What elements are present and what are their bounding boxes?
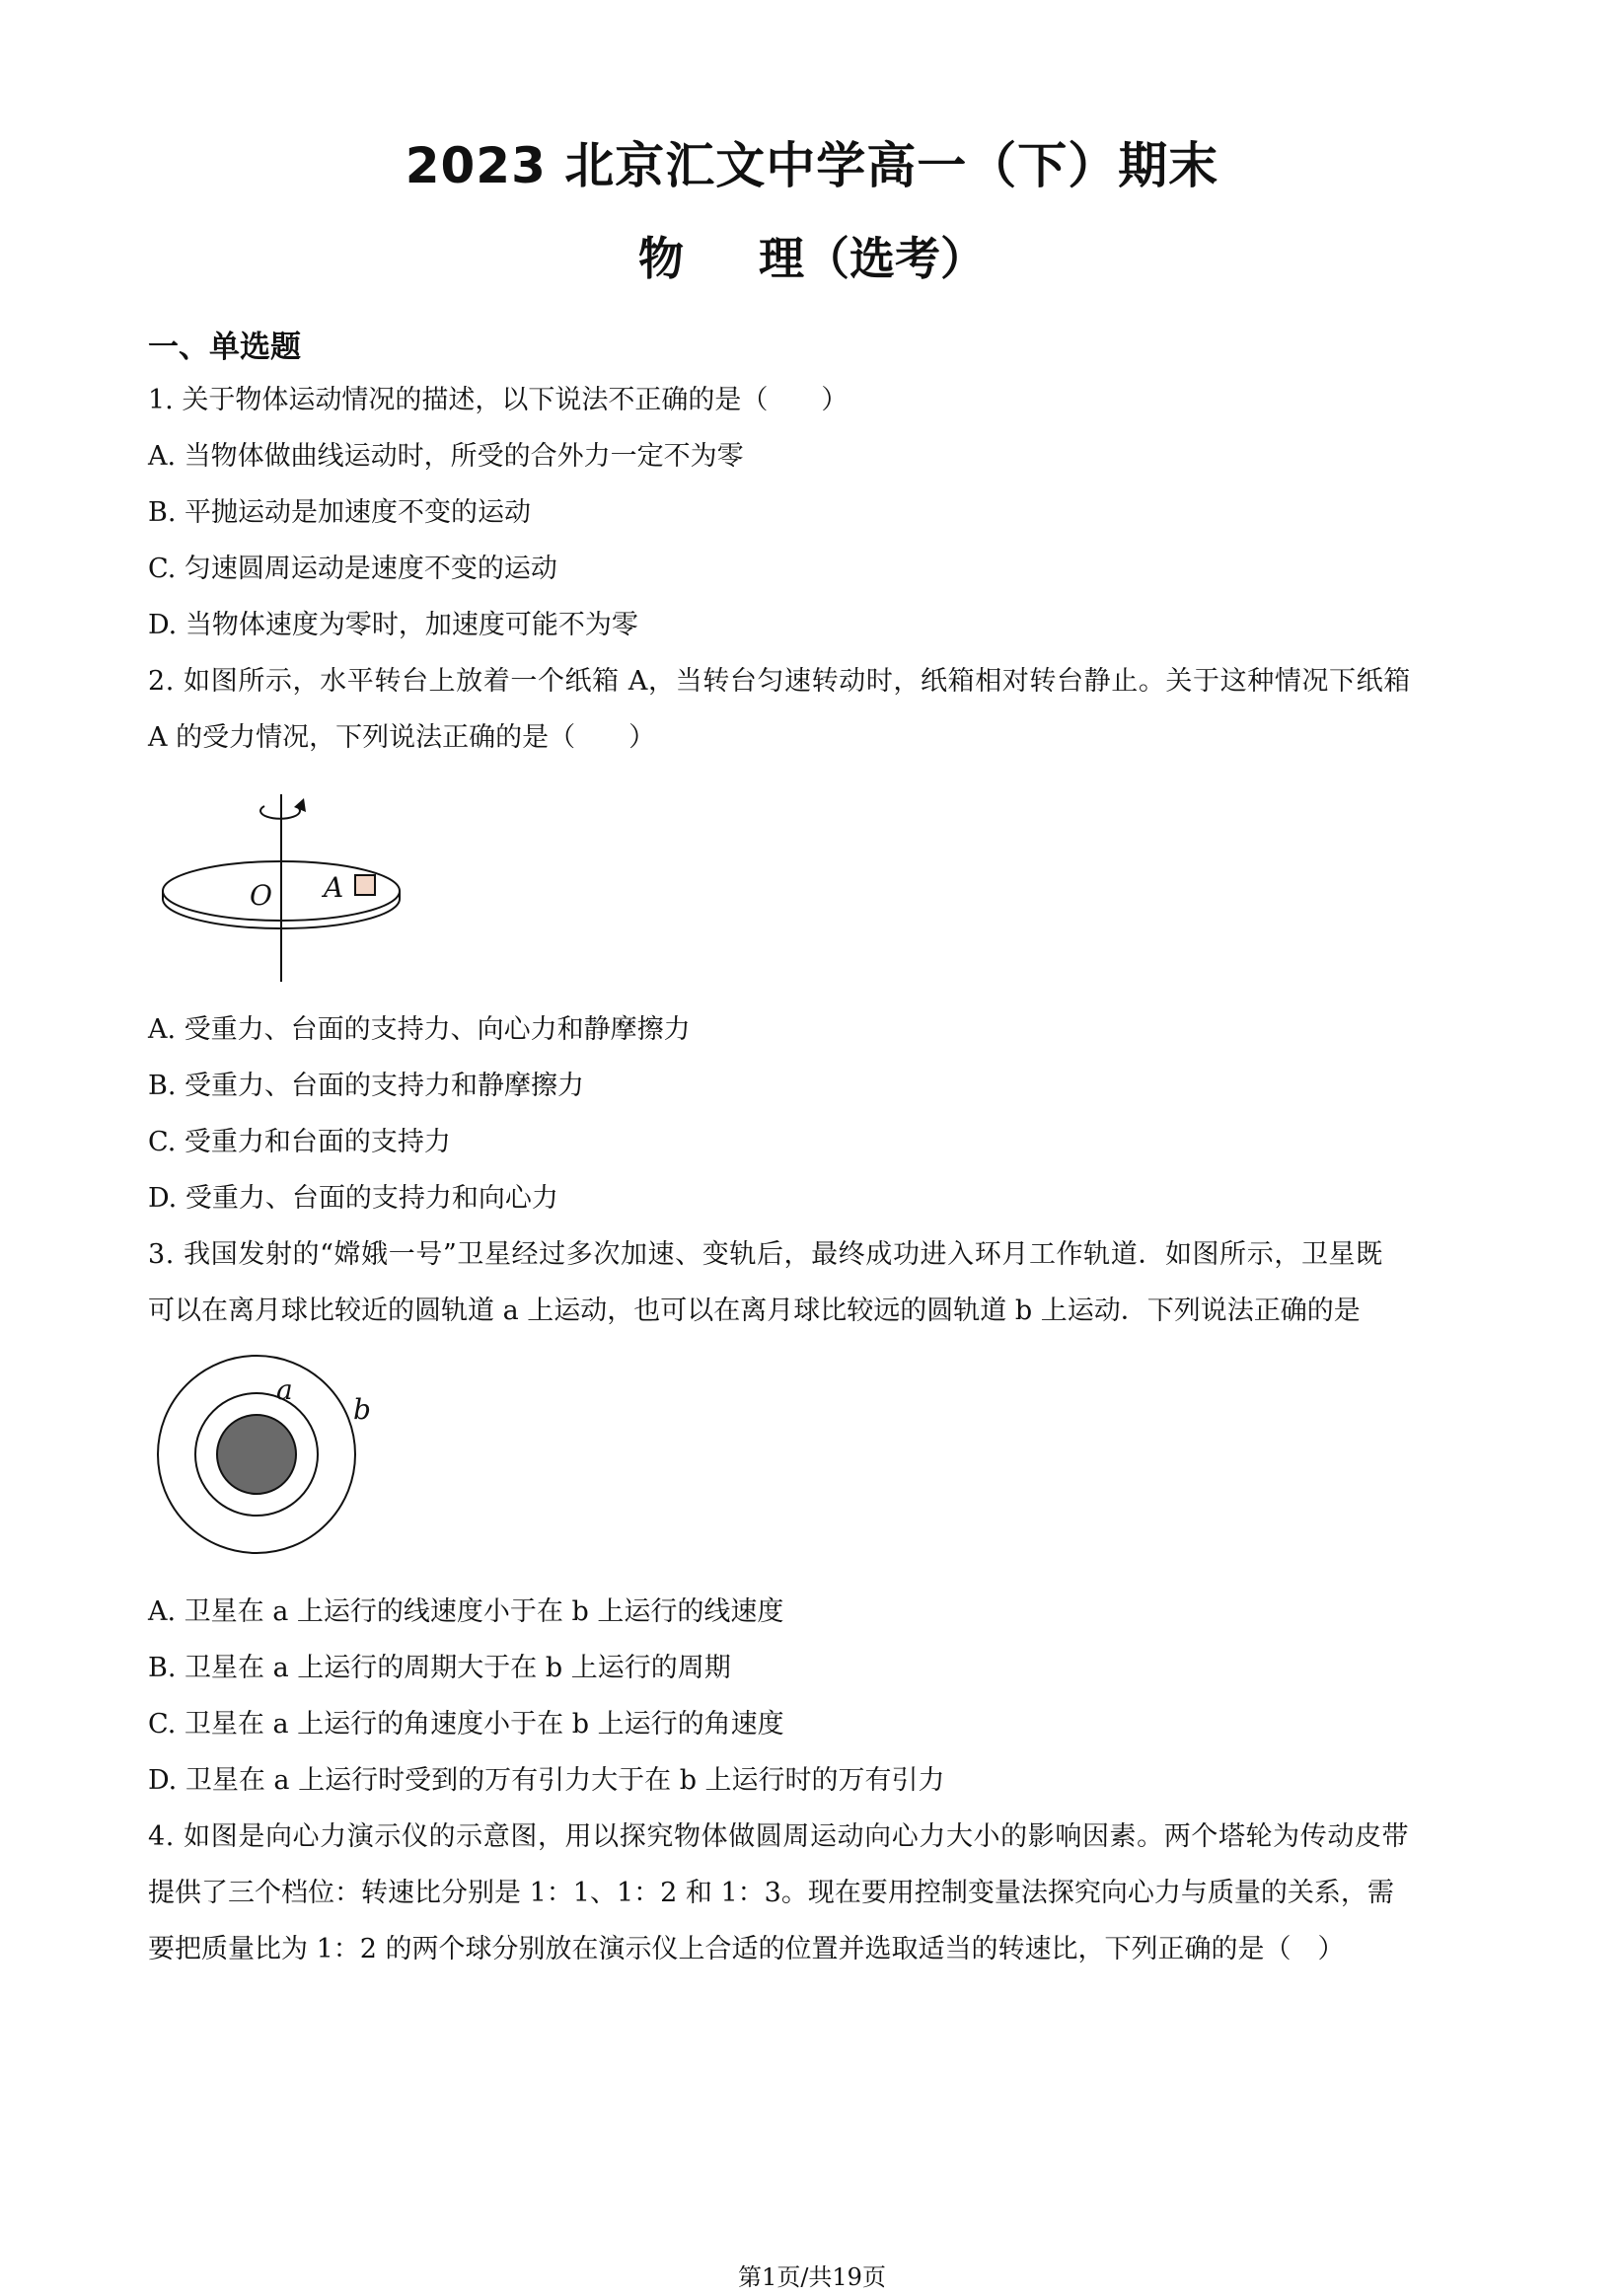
q4-stem-line-1: 4. 如图是向心力演示仪的示意图，用以探究物体做圆周运动向心力大小的影响因素。两个塔轮为传动皮带 (148, 1821, 1410, 1852)
q3-option-d: D. 卫星在 a 上运行时受到的万有引力大于在 b 上运行时的万有引力 (148, 1765, 945, 1796)
orbit-a-label: a (276, 1373, 293, 1406)
q3-stem-line-2: 可以在离月球比较近的圆轨道 a 上运动，也可以在离月球比较远的圆轨道 b 上运动．下列说法正确的是 (148, 1296, 1361, 1326)
q4-stem-line-3: 要把质量比为 1：2 的两个球分别放在演示仪上合适的位置并选取适当的转速比，下列正确的是（ ） (148, 1934, 1345, 1964)
q4-stem-line-2: 提供了三个档位：转速比分别是 1：1、1：2 和 1：3。现在要用控制变量法探究向心力与质量的关系，需 (148, 1878, 1394, 1908)
q3-option-c: C. 卫星在 a 上运行的角速度小于在 b 上运行的角速度 (148, 1709, 784, 1740)
orbit-figure (148, 1352, 385, 1559)
center-label: O (250, 879, 272, 912)
paper-box-icon (355, 875, 375, 895)
q1-option-a: A. 当物体做曲线运动时，所受的合外力一定不为零 (148, 441, 744, 472)
q1-option-b: B. 平抛运动是加速度不变的运动 (148, 497, 532, 528)
q2-stem-line-2: A 的受力情况，下列说法正确的是（ ） (148, 722, 656, 753)
exam-subtitle: 物 理（选考） (637, 232, 986, 285)
q2-option-d: D. 受重力、台面的支持力和向心力 (148, 1183, 558, 1214)
q2-stem-line-1: 2. 如图所示，水平转台上放着一个纸箱 A，当转台匀速转动时，纸箱相对转台静止。关于这种情况下纸箱 (148, 666, 1411, 697)
exam-title: 2023 北京汇文中学高一（下）期末 (405, 137, 1219, 194)
q3-option-b: B. 卫星在 a 上运行的周期大于在 b 上运行的周期 (148, 1653, 731, 1683)
q2-option-c: C. 受重力和台面的支持力 (148, 1127, 451, 1157)
q3-stem-line-1: 3. 我国发射的“嫦娥一号”卫星经过多次加速、变轨后，最终成功进入环月工作轨道．如图所示，卫星既 (148, 1239, 1383, 1270)
page-number: 第1页/共19页 (738, 2263, 886, 2291)
q3-option-a: A. 卫星在 a 上运行的线速度小于在 b 上运行的线速度 (148, 1596, 784, 1627)
q2-option-b: B. 受重力、台面的支持力和静摩擦力 (148, 1071, 585, 1101)
orbit-b-label: b (353, 1393, 371, 1426)
q1-option-c: C. 匀速圆周运动是速度不变的运动 (148, 554, 557, 584)
q1-option-d: D. 当物体速度为零时，加速度可能不为零 (148, 610, 638, 640)
box-label: A (324, 871, 344, 904)
moon-icon (217, 1415, 296, 1494)
section-heading: 一、单选题 (148, 330, 301, 365)
q1-stem: 1. 关于物体运动情况的描述，以下说法不正确的是（ ） (148, 385, 849, 415)
q2-option-a: A. 受重力、台面的支持力、向心力和静摩擦力 (148, 1014, 691, 1045)
turntable-figure (148, 784, 414, 992)
